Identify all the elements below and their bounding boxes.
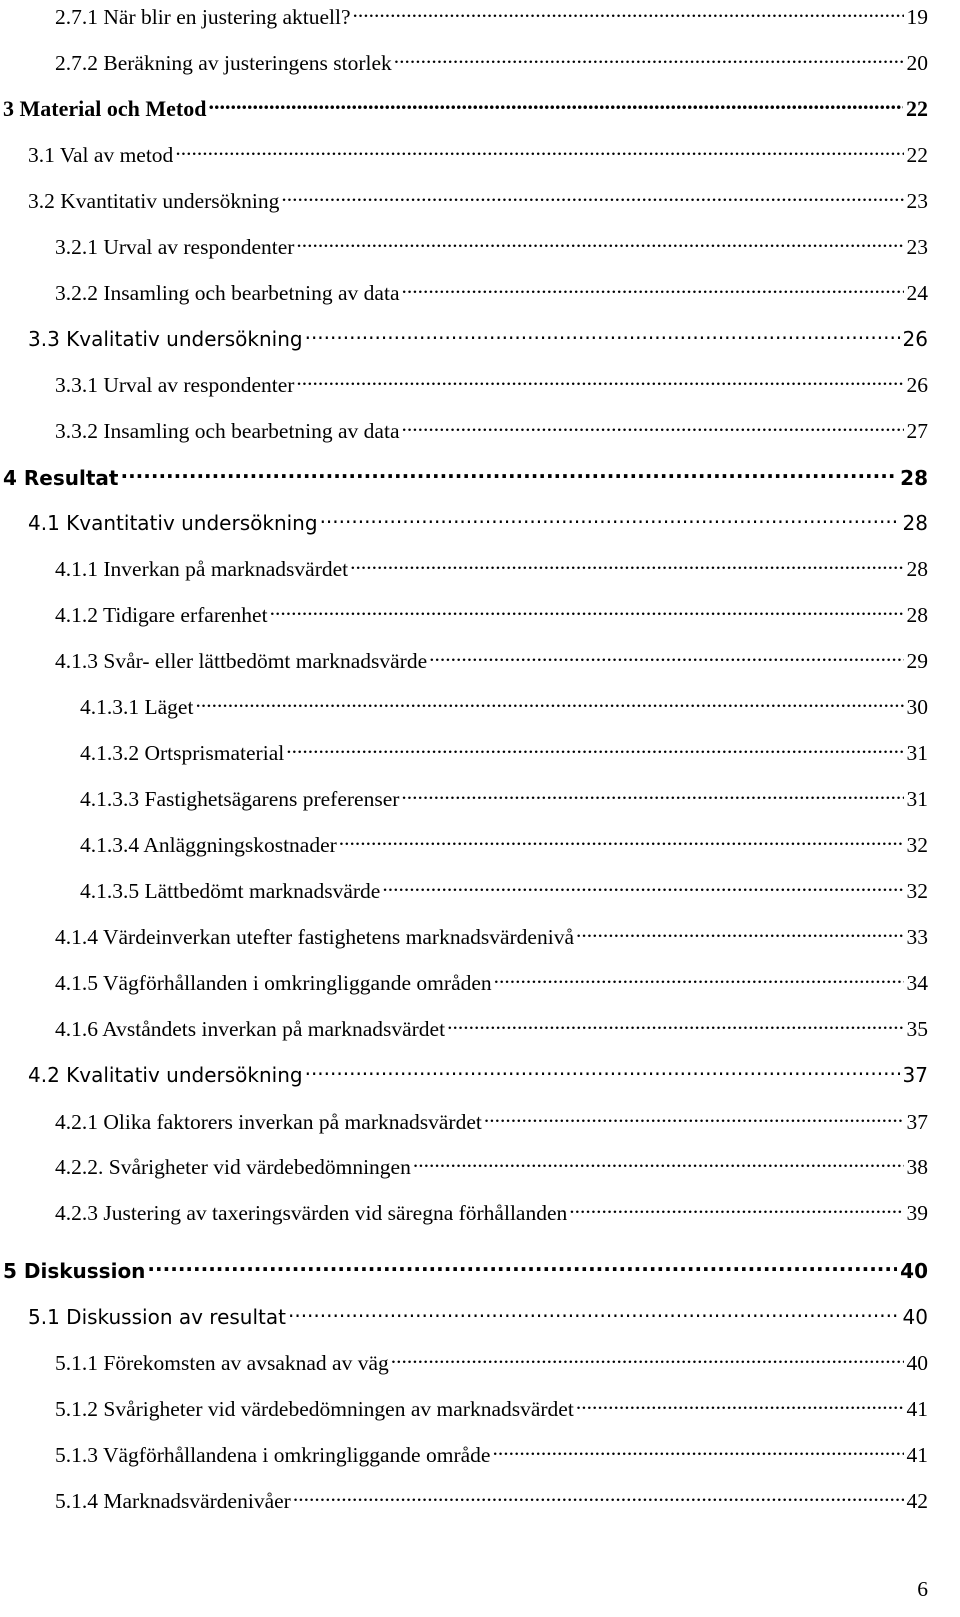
- toc-entry-page: 40: [906, 1351, 928, 1375]
- toc-dot-leader: [413, 1153, 904, 1175]
- toc-entry-title: 3 Material och Metod: [3, 96, 207, 121]
- toc-entry[interactable]: [55, 966, 928, 1000]
- toc-dot-leader: [296, 233, 903, 255]
- toc-entry[interactable]: [55, 1196, 928, 1230]
- toc-entry[interactable]: [28, 506, 928, 540]
- toc-entry-title: 4 Resultat: [3, 466, 119, 490]
- toc-dot-leader: [339, 831, 904, 853]
- toc-entry-page: 22: [906, 143, 928, 167]
- toc-dot-leader: [296, 371, 903, 393]
- toc-dot-leader: [484, 1108, 904, 1130]
- toc-entry-title: 4.1.5 Vägförhållanden i omkringliggande områden: [55, 971, 492, 995]
- toc-entry-title: 3.2.2 Insamling och bearbetning av data: [55, 281, 400, 305]
- toc-entry[interactable]: [80, 782, 928, 816]
- toc-entry-page: 41: [906, 1397, 928, 1421]
- toc-entry[interactable]: [3, 461, 928, 495]
- toc-entry-title: 5 Diskussion: [3, 1259, 146, 1283]
- toc-entry-title: 2.7.2 Beräkning av justeringens storlek: [55, 51, 392, 75]
- toc-entry[interactable]: [55, 1392, 928, 1426]
- toc-entry[interactable]: [3, 1254, 928, 1288]
- toc-entry-title: 4.2.3 Justering av taxeringsvärden vid säregna förhållanden: [55, 1201, 568, 1225]
- toc-dot-leader: [305, 1062, 900, 1082]
- toc-dot-leader: [286, 739, 903, 761]
- toc-entry-page: 24: [906, 281, 928, 305]
- toc-entry[interactable]: [55, 1012, 928, 1046]
- toc-entry[interactable]: [80, 690, 928, 724]
- toc-entry[interactable]: [55, 1484, 928, 1518]
- toc-entry[interactable]: [28, 1058, 928, 1092]
- toc-entry[interactable]: [80, 828, 928, 862]
- toc-dot-leader: [494, 969, 904, 991]
- toc-entry-title: 3.2 Kvantitativ undersökning: [28, 189, 280, 213]
- toc-entry-page: 30: [906, 695, 928, 719]
- toc-dot-leader: [350, 555, 903, 577]
- toc-entry-title: 5.1.1 Förekomsten av avsaknad av väg: [55, 1351, 389, 1375]
- toc-entry-title: 3.3.1 Urval av respondenter: [55, 373, 295, 397]
- toc-entry[interactable]: [28, 322, 928, 356]
- toc-entry-title: 5.1.2 Svårigheter vid värdebedömningen av marknadsvärdet: [55, 1397, 574, 1421]
- toc-entry-title: 2.7.1 När blir en justering aktuell?: [55, 5, 351, 29]
- toc-entry[interactable]: [55, 1105, 928, 1139]
- toc-entry-title: 4.2.2. Svårigheter vid värdebedömningen: [55, 1155, 411, 1179]
- toc-dot-leader: [320, 510, 900, 530]
- toc-entry-title: 3.1 Val av metod: [28, 143, 174, 167]
- toc-entry-page: 28: [906, 603, 928, 627]
- toc-entry-title: 4.2 Kvalitativ undersökning: [28, 1063, 303, 1087]
- toc-entry-title: 4.1.3 Svår- eller lättbedömt marknadsvärde: [55, 649, 428, 673]
- toc-dot-leader: [569, 1199, 903, 1221]
- toc-entry[interactable]: [80, 736, 928, 770]
- toc-entry-page: 19: [906, 5, 928, 29]
- toc-entry[interactable]: [80, 874, 928, 908]
- toc-dot-leader: [402, 417, 904, 439]
- toc-entry-page: 32: [906, 879, 928, 903]
- toc-entry-title: 5.1.3 Vägförhållandena i omkringliggande område: [55, 1443, 491, 1467]
- toc-dot-leader: [447, 1015, 903, 1037]
- toc-dot-leader: [288, 1304, 900, 1324]
- toc-entry[interactable]: [28, 184, 928, 218]
- toc-entry-page: 33: [906, 925, 928, 949]
- toc-entry[interactable]: [55, 0, 928, 34]
- toc-entry-title: 4.1.3.5 Lättbedömt marknadsvärde: [80, 879, 381, 903]
- toc-dot-leader: [175, 141, 903, 163]
- toc-entry-page: 40: [900, 1259, 928, 1283]
- toc-entry[interactable]: [55, 276, 928, 310]
- toc-entry-title: 4.1.3.4 Anläggningskostnader: [80, 833, 337, 857]
- toc-dot-leader: [147, 1258, 897, 1278]
- toc-entry-page: 26: [906, 373, 928, 397]
- toc-entry-page: 38: [906, 1155, 928, 1179]
- toc-entry[interactable]: [55, 368, 928, 402]
- toc-entry-page: 37: [906, 1110, 928, 1134]
- toc-dot-leader: [270, 601, 904, 623]
- toc-entry-title: 4.2.1 Olika faktorers inverkan på marknadsvärdet: [55, 1110, 482, 1134]
- toc-entry[interactable]: [55, 230, 928, 264]
- toc-entry-title: 5.1 Diskussion av resultat: [28, 1305, 286, 1329]
- toc-entry[interactable]: [55, 644, 928, 678]
- toc-entry-page: 31: [906, 741, 928, 765]
- toc-entry-page: 22: [906, 96, 928, 121]
- toc-entry[interactable]: [3, 92, 928, 126]
- toc-dot-leader: [353, 3, 904, 25]
- toc-entry-page: 37: [902, 1063, 928, 1087]
- toc-entry-title: 4.1.3.1 Läget: [80, 695, 194, 719]
- toc-dot-leader: [305, 326, 900, 346]
- toc-entry[interactable]: [55, 1346, 928, 1380]
- toc-entry-title: 3.3.2 Insamling och bearbetning av data: [55, 419, 400, 443]
- toc-dot-leader: [576, 923, 904, 945]
- page-number: 6: [917, 1577, 928, 1601]
- toc-entry[interactable]: [55, 552, 928, 586]
- toc-dot-leader: [402, 279, 904, 301]
- toc-dot-leader: [208, 94, 903, 116]
- toc-entry-page: 28: [902, 511, 928, 535]
- toc-dot-leader: [401, 785, 903, 807]
- toc-entry-page: 32: [906, 833, 928, 857]
- toc-entry[interactable]: [55, 598, 928, 632]
- toc-entry[interactable]: [28, 138, 928, 172]
- toc-entry-page: 23: [906, 235, 928, 259]
- toc-entry-page: 27: [906, 419, 928, 443]
- toc-entry-page: 34: [906, 971, 928, 995]
- toc-entry[interactable]: [28, 1300, 928, 1334]
- toc-entry-page: 41: [906, 1443, 928, 1467]
- toc-dot-leader: [492, 1441, 903, 1463]
- toc-entry[interactable]: [55, 1150, 928, 1184]
- toc-entry-title: 4.1.3.3 Fastighetsägarens preferenser: [80, 787, 400, 811]
- toc-entry-title: 4.1 Kvantitativ undersökning: [28, 511, 318, 535]
- toc-entry-page: 29: [906, 649, 928, 673]
- toc-entry-page: 26: [902, 327, 928, 351]
- toc-dot-leader: [120, 465, 897, 485]
- toc-entry-title: 3.3 Kvalitativ undersökning: [28, 327, 303, 351]
- toc-entry-title: 5.1.4 Marknadsvärdenivåer: [55, 1489, 291, 1513]
- toc-entry-title: 4.1.6 Avståndets inverkan på marknadsvärdet: [55, 1017, 446, 1041]
- toc-dot-leader: [293, 1487, 904, 1509]
- toc-entry[interactable]: [55, 1438, 928, 1472]
- toc-entry-title: 3.2.1 Urval av respondenter: [55, 235, 295, 259]
- toc-dot-leader: [382, 877, 903, 899]
- toc-entry-page: 42: [906, 1489, 928, 1513]
- toc-entry[interactable]: [55, 920, 928, 954]
- toc-dot-leader: [391, 1349, 904, 1371]
- toc-entry-page: 40: [902, 1305, 928, 1329]
- toc-entry-title: 4.1.3.2 Ortsprismaterial: [80, 741, 285, 765]
- toc-entry-page: 23: [906, 189, 928, 213]
- toc-entry-title: 4.1.1 Inverkan på marknadsvärdet: [55, 557, 349, 581]
- toc-entry-title: 4.1.2 Tidigare erfarenhet: [55, 603, 268, 627]
- toc-dot-leader: [429, 647, 903, 669]
- toc-entry-page: 35: [906, 1017, 928, 1041]
- toc-entry-page: 28: [906, 557, 928, 581]
- toc-entry[interactable]: [55, 414, 928, 448]
- toc-dot-leader: [281, 187, 903, 209]
- toc-entry-page: 39: [906, 1201, 928, 1225]
- toc-dot-leader: [576, 1395, 904, 1417]
- toc-dot-leader: [195, 693, 903, 715]
- toc-entry-page: 31: [906, 787, 928, 811]
- toc-entry-page: 28: [900, 466, 928, 490]
- toc-entry-page: 20: [906, 51, 928, 75]
- toc-entry-title: 4.1.4 Värdeinverkan utefter fastighetens marknadsvärdenivå: [55, 925, 574, 949]
- toc-dot-leader: [394, 49, 904, 71]
- toc-entry[interactable]: [55, 46, 928, 80]
